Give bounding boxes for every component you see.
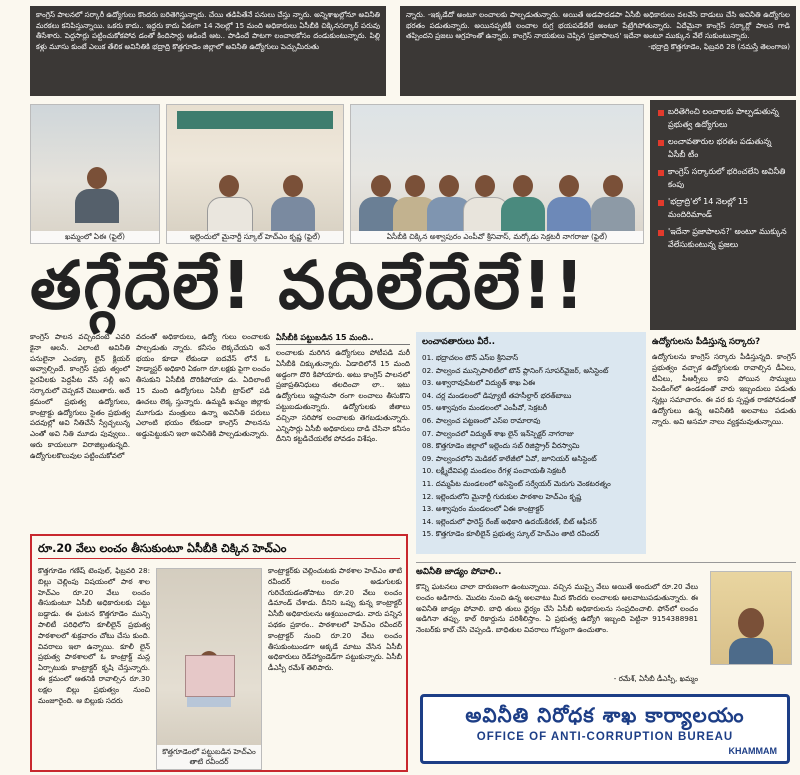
appeal-text: కొన్ని ఘటనలు చాలా దారుణంగా ఉంటున్నాయి. వచ్చిన ముప్పై వేలు అయితే అందులో రూ.20 వేలు లంచం అడిగారు. మొదట నుంచి ఉన్న అలవాటు మీద కొందరు లంచాలకు అలవాటుపడుతున్నారు. ఈ అవినీతి జాడ్యం పోవాలి. బాధి తులు ధైర్యం చేసి ఏసీబీ అధికారులను సంప్రదించాలి. ఫోన్‌లో లంచం అడిగినా తప్పు. కాల్ రికార్డును పరిశీలిస్తాం. ఏ ప్రభుత్వ ఉద్యోగి ఇబ్బంది పెట్టినా 9154388981 నెంబర్‌కు కాల్ చేసి చెప్పండి. బాధితుల వివరాలు గోప్యంగా ఉంచుతాం. (416, 582, 698, 635)
list-item: 14. ఇల్లెందులో ఫారెస్ట్ రేంజ్ అధికారి ఉదయ్‌కిరణ్, బీట్ ఆఫీసర్ (422, 516, 597, 526)
intro-text-left: కాంగ్రెస్ పాలనలో సర్కారీ ఉద్యోగులు కొందరు బరితెగిస్తున్నారు. చేయి తడిపితేనే పనులు చేస్తు న్నారు. అన్నిశాఖల్లోనూ అవినీతి మరకలు కనిపిస్తున్నాయి. ఒకరు కాదు.. ఇద్దరు కాదు ఏకంగా 14 నెలల్లో 15 మంది అధికారులు ఏసీబీకి చిక్కినసర్కార్ పరువు తీసేశారు. పెద్దసార్లు పట్టించుకోకపోవ డంతో కిందిసార్లు ఆడిందే ఆట.. పాడిందే పాటగా లంచాలకోసం దండుకుంటున్నారు. పిల్లి కళ్లు మూసు కుంటే ఎలుక తేలిక అవినీతికి భద్రాద్రి కొత్తగూడెం జిల్లాలో అవినీతి ఉద్యోగులు పెచ్చుమీరుతు (36, 10, 380, 51)
list-item: 10. లక్ష్మీదేవిపల్లి మండలం రేగళ్ల పంచాయతీ సెక్రటరీ (422, 466, 566, 476)
highlight-item: 'ఇదేనా ప్రజాపాలన?' అంటూ ముక్కున వేలేసుకుంటున్న ప్రజలు (656, 226, 790, 251)
bribe-takers-list (422, 352, 640, 541)
list-item: 09. పాల్వంచలోని మెడికల్ కాలేజీలో ఏవో, జూనియర్ అసిస్టెంట్ (422, 453, 597, 463)
highlight-item: లంచావతారుల భరతం పడుతున్న ఏసీబీ టీం (656, 136, 790, 161)
intro-panel-left (30, 6, 386, 96)
list-item: 07. పాల్వంచలో విద్యుత్ శాఖ లైన్ ఇన్‌స్పెక్టర్ నాగరాజు (422, 428, 574, 438)
side-text: ఉద్యోగులను కాంగ్రెస్ సర్కారు పీడిస్తున్నది. కాంగ్రెస్ ప్రభుత్వం వచ్చాక ఉద్యోగులకు రావాల్సిన డీఏలు, టీఏలు, పీఆర్సీలు కాని పోయిన సొమ్ములు పెండింగ్‌లో ఉండడంతో వారు ఇబ్బందులు పడుతు న్నట్లు సమాచారం. ఈ వర కు స్పష్టత రాకపోవడంతో ఉద్యోగులు ఉన్న అవినీతికి అలవాటు పడుతు న్నారు. అవి అసమా నాలు వ్యక్తమవుతున్నాయి. (652, 352, 796, 426)
list-item: 11. దమ్మపేట మండలంలో అసిస్టెంట్ సర్వేయర్ మెరుగు వెంకటరత్నం (422, 478, 611, 488)
list-item: 04. చర్ల మండలంలో డిప్యూటీ తహసీల్దార్ భరత్‌బాబు (422, 390, 572, 400)
highlight-item: బరితెగించి లంచాలకు పాల్పడుతున్న ప్రభుత్వ ఉద్యోగులు (656, 106, 790, 131)
article-column-1: కాంగ్రెస్ పాలన వచ్చిందంటే ఎవరి కైనా ఆలసే. ఎలాంటి అవినీతి పనులైనా ఎంచక్కా లైన్ క్లియర్ అవ్వాల్సిందే. కాంగ్రెస్ ప్రభు త్వంలో పైరవీలకు పెద్దపీట వేసే సల్లీ అని సర్కారులో చెప్పకనే చెబుతారు. అదే క్రమంలో ప్రభుత్వ ఉద్యోగులు, కాంట్రాక్టు ఉద్యోగులు సైతం ప్రభుత్వ పదవుల్లో అవి నీతిచేసే స్వేచ్ఛలున్న ఎంతో అవి నీతి మూడు పువ్వులు.. ఆరు కాయలుగా విరాజిల్లుతున్నది. ఉద్యోగులకొలువుల పట్టించుకోవలో (30, 332, 130, 460)
acb-office-board (420, 694, 790, 764)
acb-15-section (276, 332, 410, 528)
story-title: రూ.20 వేలు లంచం తీసుకుంటూ ఏసీబీకి చిక్కిన హెచ్ఎం (38, 540, 400, 559)
person-figure (271, 175, 315, 231)
list-item: 02. పాల్వంచ మున్సిపాలిటీలో టౌన్ ప్లానింగ్ సూపర్‌వైజర్, అసిస్టెంట్ (422, 365, 609, 375)
hm-arrest-story (30, 534, 408, 772)
article-column-2: వదంతో అధికారులు, ఉద్యో గులు లంచాలకు పాల్పడుతు న్నారు. కనీసం లెక్కచేయని అనే భయం కూడా లేకుండా ఐదవేస్ లోనే ఓ హెడ్మాస్టర్ అధికారి ఏకంగా రూ.లక్షకు పైగా లంచం తీసుకుని ఏసీబీకి దొరికిపోయా డు. ఏదిలాంటి 15 మంది ఉద్యోగులు ఏసీబీ ట్రాప్‌లో పడి ఊచలు లెక్క స్తున్నారు. ఉమ్మడి ఖమ్మం జిల్లాకు మూగుడు మంత్రులు ఉన్నా అవినీతి పరులు ఎలాంటి భయం లేకుండా కాంగ్రెస్ పాలనను అడ్డుపెట్టుకుని ఇలా అవినీతికి పాల్పడుతున్నారు. (136, 332, 270, 439)
photo-aswapuram-mpo (350, 104, 644, 244)
person-figure (729, 608, 773, 664)
list-item: 03. అశ్వారావుపేటలో విద్యుత్ శాఖ ఏఈ (422, 378, 536, 388)
intro-panel-right (400, 6, 796, 96)
person-figure (501, 175, 545, 231)
story-photo (156, 568, 262, 770)
person-figure (591, 175, 635, 231)
board-telugu: అవినీతి నిరోధక శాఖ కార్యాలయం (465, 703, 745, 727)
story-column-2: కాంట్రాక్టర్‌కు చెల్లించుటకు పాఠశాల హెచ్ఎం తాటి రవీందర్ లంచం అడుగులకు గురిచేయడంతోపాటు రూ.20 వేలు లంచం డిమాండ్ చేశాడు. దీనిని ఒప్పు కున్న కాంట్రాక్టర్ ఏసీబీ అధికారులను ఆశ్రయించాడు. వారు పన్నిన పథకం ప్రకారం.. పాఠశాలలో హెచ్ఎం రవీందర్ కాంట్రాక్టర్ నుంచి రూ.20 వేలు లంచం తీసుకుంటుండగా అక్కడే మాటు వేసిన ఏసీబీ అధికారులు రెడ్‌హ్యాండెడ్‌గా పట్టుకున్నారు. ఏసీబీ డీఎస్పీ రమేశ్ తెలిపారు. (268, 566, 402, 673)
list-item: 12. ఇల్లెందులోని మైనార్టీ గురుకుల పాఠశాల హెచ్ఎం కృష్ణ (422, 491, 582, 501)
dateline: -భద్రాద్రి కొత్తగూడెం, ఫిబ్రవరి 28 (నమస్తే తెలంగాణ) (648, 41, 790, 51)
acb-15-text: లంచాలకు మరిగిన ఉద్యోగులు పోటీపడి మరీ ఏసీబీకి చిక్కుతున్నారు. ఏడాదిలోనే 15 మంది అడ్డంగా దొరి కిపోయారు. అటు కాంగ్రెస్ పాలనలో ప్రజాప్రతినిధులు తలదించా లా.. ఇటు ఉద్యోగులు ఇష్టానుసా రంగా లంచాలు తీసుకొని పట్టుబడుతున్నారు. ఉద్యోగులకు జీతాలు వచ్చినా సరిపోక లంచాలకు తెగబడుతున్నారు. ఎన్నిసార్లు ఏసీబీ అధికారులు దాడి చేసినా కనీసం దీనిని కట్టడిచేయలేక పోవడం విశేషం. (276, 348, 410, 444)
board-city: KHAMMAM (728, 746, 777, 756)
highlights-panel (650, 100, 796, 330)
board-english: OFFICE OF ANTI-CORRUPTION BUREAU (476, 731, 734, 743)
story-column-1: కొత్తగూడెం గణేష్ టెంపుల్, ఫిబ్రవరి 28: బిల్లు చెల్లింపు విషయంలో పాఠ శాల హెచ్ఎం రూ.20 వేలు లంచం తీసుకుంటూ ఏసీబీ అధికారులకు పట్టు బడ్డాడు. ఈ ఘటన కొత్తగూడెం మున్సి పాలిటీ పరిధిలోని కూలీలైన్ ప్రభుత్వ పాఠశాలలో శుక్రవారం చోటు చేసు కుంది. వివరాలు ఇలా ఉన్నాయి. కూలీ లైన్ ప్రభుత్వ పాఠశాలలో ఓ కాంట్రాక్ట్ మన్ల ఏర్పాటుకు కాంట్రాక్టర్ కృషి చేస్తున్నారు. ఈ క్రమంలో ఆతనికి రావాల్సిన రూ.30 లక్షల బిల్లు ప్రభుత్వం నుంచి మంజూరైంది. ఆ బిల్లుకు సదరు (38, 566, 150, 705)
photo-khammam-ae (30, 104, 160, 244)
list-title: లంచావతారులు వీరే.. (422, 337, 496, 347)
person-figure (547, 175, 591, 231)
list-item: 06. పాల్వంచ పట్టణంలో ఎస్ఐ రామారావు (422, 415, 541, 425)
bribe-takers-list-box (416, 332, 646, 554)
highlight-item: కాంగ్రెస్ సర్కారులో భరించలేని అవినీతి కంపు (656, 166, 790, 191)
photo-caption: ఏసీబీకి చిక్కిన అశ్వాపురం ఎంపీవో శ్రీనివాస్, మర్కోడు సెక్రటరీ నాగరాజు (ఫైల్) (351, 231, 643, 243)
side-heading: ఉద్యోగులను పీడిస్తున్న సర్కారు? (652, 337, 761, 347)
photo-caption: ఖమ్మంలో ఏఈ (ఫైల్) (31, 231, 159, 243)
person-figure (207, 175, 251, 231)
story-photo-caption: కొత్తగూడెంలో పట్టుబడిన హెచ్ఎం తాటి రవీందర్ (157, 745, 261, 769)
intro-text-right: న్నారు. -ఇక్కడేదో అంటూ లంచాలకు పాల్పడుతున్నారు. అయితే అడపాదడపా ఏసీబీ అధికారులు వలవేసి దాడులు చేసి అవినీతి ఉద్యోగుల భరతం పడుతున్నారు. అయినప్పటికీ లంచాల రుగ్ర భయపడేదేలే అంటూ పేట్రేగిపోతున్నారు. ఏదేమైనా కాంగ్రెస్ సర్కార్లో పాలన గాడి తప్పిందని ప్రజలు ఆగ్రహంతో ఉన్నారు. కాంగ్రెస్ నాయకులు చెప్పిన 'ప్రజాపాలన' ఇదేనా అంటూ ముక్కున వేలే సుకుంటున్నారు. (406, 10, 790, 41)
appeal-title: అవినీతి జాడ్యం పోవాలి.. (416, 567, 502, 577)
employees-side-column (652, 336, 796, 560)
highlight-item: 'భద్రాద్రి'లో 14 నెలల్లో 15 మందిరిమాండ్ (656, 196, 790, 221)
dsp-photo (710, 571, 792, 665)
list-item: 13. అశ్వాపురం మండలంలో ఏఈ కాంట్రాక్టర్ (422, 504, 544, 514)
appeal-signature: - రమేశ్, ఏసీబీ డీఎస్పీ, ఖమ్మం (613, 674, 698, 683)
person-figure (75, 167, 119, 223)
list-item: 15. కొత్తగూడెం కూలీలైన్ ప్రభుత్వ స్కూల్ హెచ్ఎం తాటి రవీందర్ (422, 529, 600, 539)
money-evidence (185, 655, 235, 697)
banner-strip (177, 111, 333, 129)
list-item: 01. భద్రాచలం టౌన్ ఎస్ఐ శ్రీనివాస్ (422, 353, 519, 362)
list-item: 08. కొత్తగూడెం జిల్లాలో ఇల్లెందు సబ్ రిజిస్ట్రార్ వీరస్వామి (422, 441, 580, 451)
headline: తగ్గేదేలే! వదిలేదేలే!! (30, 247, 587, 324)
photo-illendu-hm (166, 104, 344, 244)
acb-appeal-box (416, 562, 796, 690)
acb-15-heading: ఏసీబీకి పట్టుబడిన 15 మంది.. (276, 332, 410, 345)
list-item: 05. అశ్వాపురం మండలంలో ఎంపీవో, సెక్రటరీ (422, 403, 548, 413)
photo-caption: ఇల్లెందులో మైనార్టీ స్కూల్ హెచ్ఎం కృష్ణ (ఫైల్) (167, 231, 343, 243)
